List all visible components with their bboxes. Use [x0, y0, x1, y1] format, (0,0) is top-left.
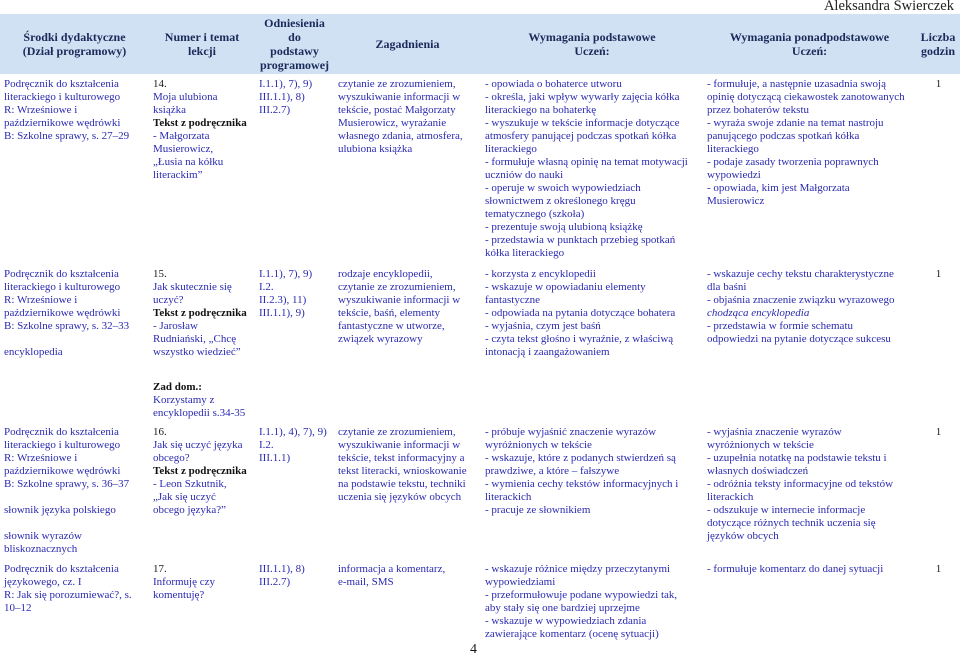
homework-line: encyklopedii s.34-35: [153, 407, 246, 419]
lesson-title-line: Moja ulubiona: [153, 91, 218, 103]
homework-label: Zad dom.:: [153, 381, 202, 393]
header-text: (Dział programowy): [22, 44, 127, 58]
podstawowe-line: tematycznego (szkoła): [485, 208, 585, 220]
zagadnienia-line: tekst literacki, wnioskowanie: [338, 465, 467, 477]
spacer: [153, 359, 252, 381]
podstawowe-line: słownictwem z określonego kręgu: [485, 195, 636, 207]
srodki-line: encyklopedia: [4, 346, 63, 358]
srodki-line: bliskoznacznych: [4, 543, 78, 555]
zagadnienia-line: informacja a komentarz,: [338, 563, 446, 575]
ponad-line: - wskazuje cechy tekstu charakterystyczne: [707, 268, 894, 280]
zagadnienia-line: rodzaje encyklopedii,: [338, 268, 433, 280]
srodki-line: B: Szkolne sprawy, s. 32–33: [4, 320, 130, 332]
cell-odniesienia: [255, 559, 334, 659]
podstawowe-line: - opowiada o bohaterce utworu: [485, 78, 622, 90]
srodki-line: literackiego i kulturowego: [4, 439, 121, 451]
zagadnienia-line: na podstawie tekstu, techniki: [338, 478, 466, 490]
zagadnienia-line: wyszukiwanie informacji w: [338, 439, 461, 451]
podstawowe-line: - wymienia cechy tekstów informacyjnych i: [485, 478, 679, 490]
srodki-line: Podręcznik do kształcenia: [4, 426, 119, 438]
lesson-title-line: książka: [153, 104, 186, 116]
tekst-line: „Łusia na kółku: [153, 156, 224, 168]
cell-podstawowe: [481, 264, 703, 422]
podstawowe-line: literackiego: [485, 143, 537, 155]
tekst-line: - Małgorzata: [153, 130, 210, 142]
odniesienia-line: II.2.3), 11): [259, 294, 307, 306]
podstawowe-line: - przedstawia w punktach przebieg spotkań: [485, 234, 676, 246]
podstawowe-line: - operuje w swoich wypowiedziach: [485, 182, 641, 194]
tekst-line: - Jarosław: [153, 320, 198, 332]
header-srodki: [0, 14, 149, 74]
podstawowe-line: - określa, jaki wpływ wywarły zajęcia kółka: [485, 91, 680, 103]
ponad-line: opinię dotyczącą ciekawostek zanotowanych: [707, 91, 905, 103]
podstawowe-line: - wskazuje w wypowiedziach zdania: [485, 615, 647, 627]
odniesienia-line: I.1.1), 7), 9): [259, 78, 313, 90]
lesson-title-line: uczyć?: [153, 294, 184, 306]
srodki-line: literackiego i kulturowego: [4, 281, 121, 293]
curriculum-table: [0, 14, 960, 659]
srodki-line: R: Jak się porozumiewać?, s.: [4, 589, 132, 601]
cell-godziny: [916, 559, 960, 659]
ponad-line: dotyczące różnych technik uczenia się: [707, 517, 876, 529]
cell-podstawowe: [481, 559, 703, 659]
cell-odniesienia: [255, 264, 334, 422]
srodki-line: B: Szkolne sprawy, s. 36–37: [4, 478, 130, 490]
ponad-line: własnych doświadczeń: [707, 465, 809, 477]
header-text: Wymagania ponadpodstawowe: [729, 30, 890, 44]
ponad-line: wyróżnionych w tekście: [707, 439, 814, 451]
srodki-line: październikowe wędrówki: [4, 465, 121, 477]
homework-line: Korzystamy z: [153, 394, 215, 406]
header-godziny: [916, 14, 960, 74]
podstawowe-line: - odpowiada na pytania dotyczące bohatera: [485, 307, 676, 319]
podstawowe-line: prawdziwe, a które – fałszywe: [485, 465, 620, 477]
srodki-line: Podręcznik do kształcenia: [4, 563, 119, 575]
podstawowe-line: - wskazuje różnice między przeczytanymi: [485, 563, 671, 575]
podstawowe-line: - formułuje własną opinię na temat motywacji: [485, 156, 688, 168]
srodki-line: językowego, cz. I: [4, 576, 82, 588]
odniesienia-line: III.1.1), 8): [259, 563, 305, 575]
lesson-number: 17.: [153, 563, 167, 575]
odniesienia-line: III.2.7): [259, 104, 291, 116]
tekst-label: Tekst z podręcznika: [153, 465, 247, 477]
podstawowe-line: - korzysta z encyklopedii: [485, 268, 596, 280]
podstawowe-line: - wyjaśnia, czym jest baśń: [485, 320, 601, 332]
ponad-line: - wyraża swoje zdanie na temat nastroju: [707, 117, 884, 129]
srodki-line: październikowe wędrówki: [4, 117, 121, 129]
ponad-line: Musierowicz: [707, 195, 765, 207]
ponad-line: przez bohaterów tekstu: [707, 104, 810, 116]
ponad-line: literackiego: [707, 143, 759, 155]
lesson-number: 14.: [153, 78, 167, 90]
lesson-title-line: Jak skutecznie się: [153, 281, 232, 293]
odniesienia-line: I.1.1), 7), 9): [259, 268, 313, 280]
header-text: godzin: [920, 44, 955, 58]
tekst-line: - Leon Szkutnik,: [153, 478, 227, 490]
header-text: Odniesienia do: [264, 16, 325, 44]
ponad-line: - odróżnia teksty informacyjne od tekstów: [707, 478, 894, 490]
tekst-line: Rudniański, „Chcę: [153, 333, 237, 345]
cell-temat: [149, 74, 255, 264]
table-header-row: [0, 14, 960, 74]
lesson-title-line: Informuję czy: [153, 576, 215, 588]
cell-temat: [149, 422, 255, 559]
cell-srodki: [0, 422, 149, 559]
srodki-line: słownik języka polskiego: [4, 504, 116, 516]
ponad-line: - przedstawia w formie schematu: [707, 320, 853, 332]
tekst-line: Musierowicz,: [153, 143, 214, 155]
hours-value: 1: [935, 426, 942, 438]
cell-godziny: [916, 422, 960, 559]
header-text: Numer i temat: [164, 30, 240, 44]
srodki-line: Podręcznik do kształcenia: [4, 78, 119, 90]
odniesienia-line: III.1.1): [259, 452, 291, 464]
ponad-line: odpowiedzi na pytanie dotyczące sukcesu: [707, 333, 891, 345]
header-text: Uczeń:: [574, 44, 610, 58]
tekst-line: obcego języka?”: [153, 504, 226, 516]
cell-zagadnienia: [334, 264, 481, 422]
hours-value: 1: [935, 78, 942, 90]
lesson-number: 16.: [153, 426, 167, 438]
header-ponad: [703, 14, 916, 74]
cell-temat: [149, 264, 255, 422]
spacer: [4, 333, 146, 346]
cell-srodki: [0, 74, 149, 264]
srodki-line: słownik wyrazów: [4, 530, 82, 542]
header-text: Uczeń:: [791, 44, 828, 58]
lesson-number: 15.: [153, 268, 167, 280]
lesson-title-line: komentuję?: [153, 589, 205, 601]
srodki-line: Podręcznik do kształcenia: [4, 268, 119, 280]
ponad-line: - formułuje komentarz do danej sytuacji: [707, 563, 884, 575]
cell-zagadnienia: [334, 74, 481, 264]
ponad-line: - objaśnia znaczenie związku wyrazowego: [707, 294, 895, 306]
zagadnienia-line: tekście, tekst informacyjny a: [338, 452, 465, 464]
ponad-line: dla baśni: [707, 281, 747, 293]
author-name: Aleksandra Swierczek: [823, 0, 954, 14]
spacer: [4, 517, 146, 530]
podstawowe-line: uczniów do nauki: [485, 169, 564, 181]
ponad-line: - odszukuje w internecie informacje: [707, 504, 866, 516]
ponad-line: wypowiedzi: [707, 169, 761, 181]
podstawowe-line: zawierające komentarz (ocenę sytuacji): [485, 628, 659, 640]
podstawowe-line: - przeformułowuje podane wypowiedzi tak,: [485, 589, 678, 601]
zagadnienia-line: e-mail, SMS: [338, 576, 394, 588]
podstawowe-line: aby stały się one bardziej uprzejme: [485, 602, 640, 614]
podstawowe-line: - pracuje ze słownikiem: [485, 504, 591, 516]
cell-srodki: [0, 264, 149, 422]
podstawowe-line: wypowiedziami: [485, 576, 556, 588]
zagadnienia-line: czytanie ze zrozumieniem,: [338, 281, 456, 293]
ponad-line: - uzupełnia notatkę na podstawie tekstu i: [707, 452, 887, 464]
ponad-line: - wyjaśnia znaczenie wyrazów: [707, 426, 842, 438]
cell-ponad: [703, 422, 916, 559]
header-text: lekcji: [188, 44, 216, 58]
zagadnienia-line: własnego zdania, atmosfera,: [338, 130, 463, 142]
zagadnienia-line: czytanie ze zrozumieniem,: [338, 78, 456, 90]
cell-ponad: [703, 264, 916, 422]
srodki-line: R: Wrześniowe i: [4, 452, 78, 464]
cell-zagadnienia: [334, 559, 481, 659]
zagadnienia-line: uczenia się języków obcych: [338, 491, 462, 503]
zagadnienia-line: tekście, postać Małgorzaty: [338, 104, 456, 116]
table-row: [0, 422, 960, 559]
lesson-title-line: obcego?: [153, 452, 190, 464]
ponad-line: - podaje zasady tworzenia poprawnych: [707, 156, 879, 168]
zagadnienia-line: związek wyrazowy: [338, 333, 423, 345]
cell-godziny: [916, 264, 960, 422]
cell-ponad: [703, 559, 916, 659]
odniesienia-line: III.2.7): [259, 576, 291, 588]
srodki-line: październikowe wędrówki: [4, 307, 121, 319]
ponad-line: - opowiada, kim jest Małgorzata: [707, 182, 850, 194]
odniesienia-line: I.2.: [259, 281, 274, 293]
tekst-label: Tekst z podręcznika: [153, 117, 247, 129]
srodki-line: literackiego i kulturowego: [4, 91, 121, 103]
podstawowe-line: wyróżnionych w tekście: [485, 439, 592, 451]
podstawowe-line: - prezentuje swoją ulubioną książkę: [485, 221, 643, 233]
tekst-line: literackim”: [153, 169, 203, 181]
header-zagadnienia: [334, 14, 481, 74]
lesson-title-line: Jak się uczyć języka: [153, 439, 243, 451]
page-number: 4: [470, 642, 477, 657]
hours-value: 1: [935, 268, 942, 280]
table-row: [0, 559, 960, 659]
header-text: Liczba: [920, 30, 956, 44]
zagadnienia-line: wyszukiwanie informacji w: [338, 91, 461, 103]
odniesienia-line: III.1.1), 8): [259, 91, 305, 103]
cell-temat: [149, 559, 255, 659]
podstawowe-line: - wyszukuje w tekście informacje dotyczące: [485, 117, 680, 129]
ponad-line: języków obcych: [707, 530, 779, 542]
ponad-line: panującego podczas spotkań kółka: [707, 130, 860, 142]
zagadnienia-line: wyszukiwanie informacji w: [338, 294, 461, 306]
srodki-line: 10–12: [4, 602, 32, 614]
podstawowe-line: literackiego na bohaterkę: [485, 104, 597, 116]
zagadnienia-line: fantastyczne w utworze,: [338, 320, 445, 332]
zagadnienia-line: tekście, baśń, elementy: [338, 307, 441, 319]
header-text: Środki dydaktyczne: [23, 30, 126, 44]
srodki-line: R: Wrześniowe i: [4, 294, 78, 306]
header-text: podstawy: [270, 44, 319, 58]
podstawowe-line: kółka literackiego: [485, 247, 565, 259]
podstawowe-line: fantastyczne: [485, 294, 540, 306]
srodki-line: B: Szkolne sprawy, s. 27–29: [4, 130, 130, 142]
tekst-line: wszystko wiedzieć”: [153, 346, 241, 358]
cell-zagadnienia: [334, 422, 481, 559]
odniesienia-line: I.2.: [259, 439, 274, 451]
cell-godziny: [916, 74, 960, 264]
odniesienia-line: III.1.1), 9): [259, 307, 305, 319]
cell-odniesienia: [255, 422, 334, 559]
podstawowe-line: - próbuje wyjaśnić znaczenie wyrazów: [485, 426, 657, 438]
cell-ponad: [703, 74, 916, 264]
podstawowe-line: - wskazuje w opowiadaniu elementy: [485, 281, 646, 293]
srodki-line: R: Wrześniowe i: [4, 104, 78, 116]
ponad-line: chodząca encyklopedia: [707, 307, 810, 319]
tekst-line: „Jak się uczyć: [153, 491, 216, 503]
header-numer: [149, 14, 255, 74]
podstawowe-line: intonacją i zaangażowaniem: [485, 346, 610, 358]
ponad-line: literackich: [707, 491, 754, 503]
odniesienia-line: I.1.1), 4), 7), 9): [259, 426, 327, 438]
podstawowe-line: - czyta tekst głośno i wyraźnie, z właściwą: [485, 333, 674, 345]
cell-podstawowe: [481, 74, 703, 264]
zagadnienia-line: ulubiona książka: [338, 143, 413, 155]
cell-podstawowe: [481, 422, 703, 559]
podstawowe-line: literackich: [485, 491, 532, 503]
cell-srodki: [0, 559, 149, 659]
table-row: [0, 264, 960, 422]
zagadnienia-line: czytanie ze zrozumieniem,: [338, 426, 456, 438]
tekst-label: Tekst z podręcznika: [153, 307, 247, 319]
table-row: [0, 74, 960, 264]
spacer: [4, 491, 146, 504]
hours-value: 1: [935, 563, 942, 575]
header-text: Zagadnienia: [375, 37, 440, 51]
ponad-line: - formułuje, a następnie uzasadnia swoją: [707, 78, 886, 90]
header-podstawowe: [481, 14, 703, 74]
header-text: Wymagania podstawowe: [528, 30, 656, 44]
podstawowe-line: atmosfery panującej podczas spotkań kółka: [485, 130, 677, 142]
cell-odniesienia: [255, 74, 334, 264]
zagadnienia-line: Musierowicz, wyrażanie: [338, 117, 447, 129]
header-text: programowej: [259, 58, 330, 72]
podstawowe-line: - wskazuje, które z podanych stwierdzeń są: [485, 452, 676, 464]
header-odniesienia: [255, 14, 334, 74]
